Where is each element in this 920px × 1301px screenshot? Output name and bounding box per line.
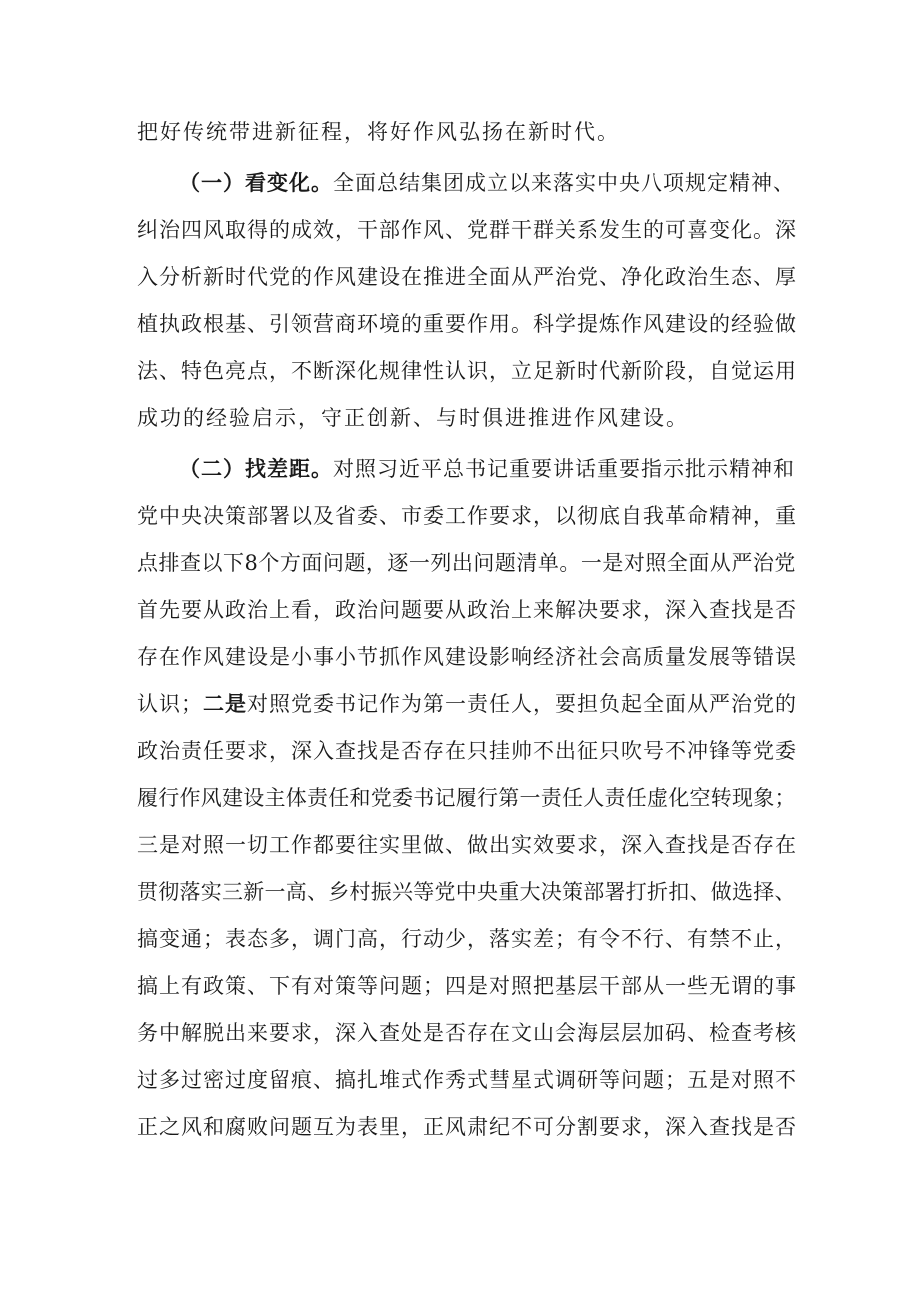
- text-line: [137, 966, 797, 1006]
- line-text: 把好传统带进新征程，将好作风弘扬在新时代。: [137, 120, 620, 144]
- line-text: 成功的经验启示，守正创新、与时俱进推进作风建设。: [137, 406, 689, 430]
- line-text: 法、特色亮点，不断深化规律性认识，立足新时代新阶段，自觉运用: [137, 359, 797, 383]
- text-line: [137, 210, 797, 250]
- line-text: 点排查以下8个方面问题，逐一列出问题清单。一是对照全面从严治党: [137, 551, 796, 575]
- text-line: [137, 684, 797, 724]
- line-text: 对照习近平总书记重要讲话重要指示批示精神和: [333, 457, 795, 481]
- line-text: 首先要从政治上看，政治问题要从政治上来解决要求，深入查找是否: [137, 598, 797, 622]
- line-text: 搞上有政策、下有对策等问题；四是对照把基层干部从一些无谓的事: [137, 974, 797, 998]
- line-text: 过多过密过度留痕、搞扎堆式作秀式彗星式调研等问题；五是对照不: [137, 1068, 797, 1092]
- text-line: [137, 257, 797, 297]
- text-line: [137, 778, 797, 818]
- section-two-first-line: [179, 449, 799, 489]
- line-text: 对照党委书记作为第一责任人，要担负起全面从严治党的: [247, 692, 797, 716]
- line-text: 搞变通；表态多，调门高，行动少，落实差；有令不行、有禁不止，: [137, 927, 797, 951]
- line-text: 认识；: [137, 692, 203, 716]
- text-line: [137, 919, 797, 959]
- line-text: 贯彻落实三新一高、乡村振兴等党中央重大决策部署打折扣、做选择、: [137, 880, 796, 904]
- text-line: [137, 496, 797, 536]
- line-text: 党中央决策部署以及省委、市委工作要求，以彻底自我革命精神，重: [137, 504, 797, 528]
- line-text: 存在作风建设是小事小节抓作风建设影响经济社会高质量发展等错误: [137, 645, 797, 669]
- line-text: 履行作风建设主体责任和党委书记履行第一责任人责任虚化空转现象；: [137, 786, 796, 810]
- text-line: [137, 731, 797, 771]
- text-line: [137, 590, 797, 630]
- line-text: 植执政根基、引领营商环境的重要作用。科学提炼作风建设的经验做: [137, 312, 797, 336]
- line-text: 务中解脱出来要求，深入查处是否存在文山会海层层加码、检查考核: [137, 1021, 797, 1045]
- item-two-heading: 二是: [203, 691, 247, 716]
- line-text: 正之风和腐败问题互为表里，正风肃纪不可分割要求，深入查找是否: [137, 1115, 797, 1139]
- line-text: 三是对照一切工作都要往实里做、做出实效要求，深入查找是否存在: [137, 833, 797, 857]
- line-text: 纠治四风取得的成效，干部作风、党群干群关系发生的可喜变化。深: [137, 218, 797, 242]
- line-text: 全面总结集团成立以来落实中央八项规定精神、: [333, 171, 795, 195]
- section-two-heading: （二）找差距。: [179, 456, 333, 481]
- text-line: [137, 543, 797, 583]
- section-one-heading: （一）看变化。: [179, 170, 333, 195]
- text-line: [137, 112, 797, 152]
- text-line: [137, 1107, 797, 1147]
- text-line: [137, 351, 797, 391]
- line-text: 政治责任要求，深入查找是否存在只挂帅不出征只吹号不冲锋等党委: [137, 739, 797, 763]
- text-line: [137, 398, 797, 438]
- text-line: [137, 637, 797, 677]
- line-text: 入分析新时代党的作风建设在推进全面从严治党、净化政治生态、厚: [137, 265, 797, 289]
- text-line: [137, 1013, 797, 1053]
- text-line: [137, 1060, 797, 1100]
- text-line: [137, 304, 797, 344]
- section-one-first-line: [179, 163, 799, 203]
- text-line: [137, 872, 797, 912]
- text-line: [137, 825, 797, 865]
